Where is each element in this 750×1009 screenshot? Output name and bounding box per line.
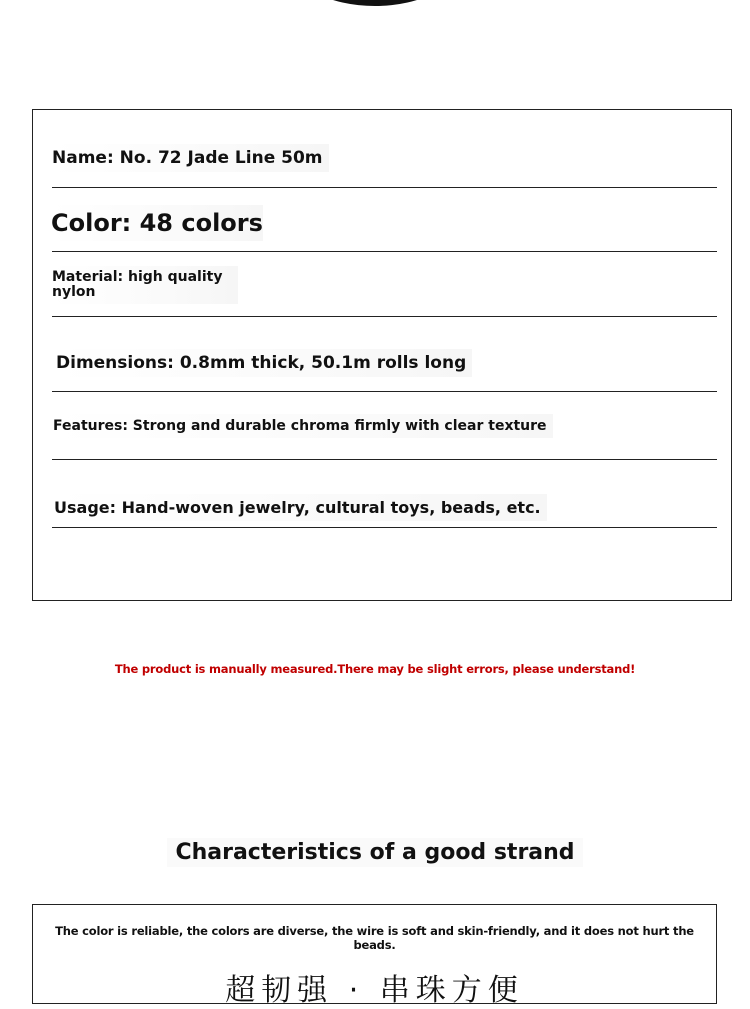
spec-material: Material: high quality nylon xyxy=(52,266,238,304)
spec-row-features xyxy=(52,391,717,460)
characteristics-heading xyxy=(0,838,750,867)
spec-row-name xyxy=(52,110,717,188)
spec-features: Features: Strong and durable chroma firmly with clear texture xyxy=(53,414,553,438)
characteristics-description: The color is reliable, the colors are diverse, the wire is soft and skin-friendly, and it does not hurt the beads. xyxy=(55,924,694,952)
spec-name: Name: No. 72 Jade Line 50m xyxy=(52,144,329,172)
spec-usage: Usage: Hand-woven jewelry, cultural toys, beads, etc. xyxy=(54,494,547,521)
product-spool-image xyxy=(290,0,460,6)
spec-dimensions: Dimensions: 0.8mm thick, 50.1m rolls long xyxy=(56,349,472,377)
characteristics-box xyxy=(32,904,717,1008)
spec-table xyxy=(32,109,732,601)
measurement-notice: The product is manually measured.There may be slight errors, please understand! xyxy=(114,662,636,676)
spec-row-dimensions xyxy=(52,316,717,392)
characteristics-cut-off-text: 超韧强 · 串珠方便 xyxy=(225,973,524,1008)
characteristics-heading-text: Characteristics of a good strand xyxy=(167,838,582,867)
spec-row-material xyxy=(52,251,717,317)
spec-color: Color: 48 colors xyxy=(51,205,263,241)
spec-row-usage xyxy=(52,459,717,528)
spec-row-color xyxy=(52,187,717,252)
